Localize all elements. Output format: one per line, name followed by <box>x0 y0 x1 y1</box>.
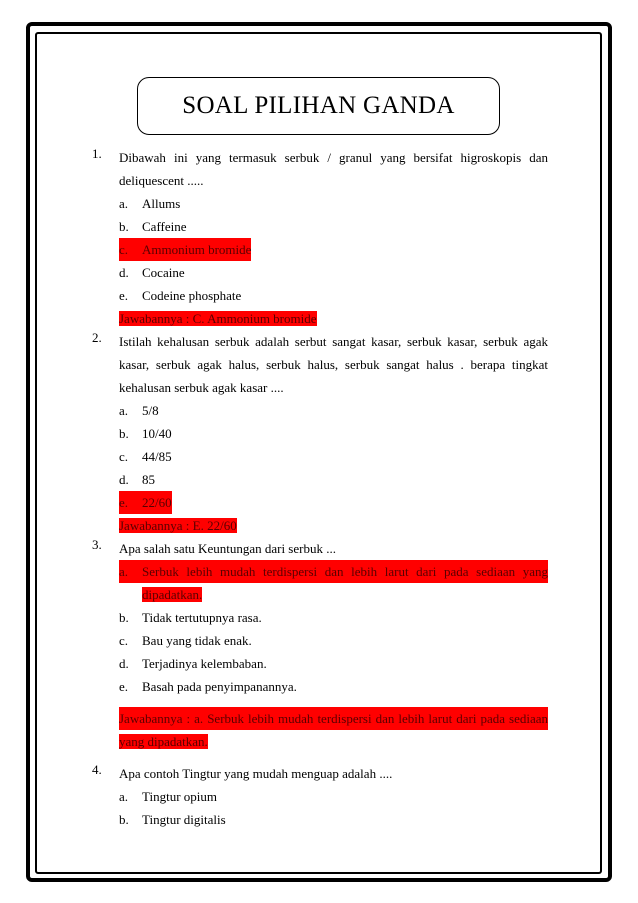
question-text: kehalusan serbuk agak kasar .... <box>119 380 284 395</box>
question-text: kasar, serbuk agak halus, serbuk halus, serbuk sangat halus . berapa tingkat <box>119 357 548 372</box>
spacer <box>92 698 548 707</box>
option-d[interactable]: d. Cocaine <box>119 265 185 280</box>
spacer <box>92 753 548 762</box>
question-2 <box>92 330 548 537</box>
question-list <box>92 146 548 831</box>
option-e[interactable]: e. Basah pada penyimpanannya. <box>119 679 297 694</box>
option-c-correct[interactable]: c. Ammonium bromide <box>119 238 548 261</box>
option-b[interactable]: b. Tingtur digitalis <box>119 812 226 827</box>
option-b[interactable]: b. Caffeine <box>119 219 187 234</box>
question-3 <box>92 537 548 762</box>
option-b[interactable]: b. 10/40 <box>119 426 172 441</box>
question-text: Istilah kehalusan serbuk adalah serbut sangat kasar, serbuk kasar, serbuk agak <box>119 334 548 349</box>
question-number: 2. <box>92 330 102 345</box>
question-number: 4. <box>92 762 102 777</box>
option-c[interactable]: c. Bau yang tidak enak. <box>119 633 252 648</box>
option-a[interactable]: a. 5/8 <box>119 403 159 418</box>
question-number: 1. <box>92 146 102 161</box>
question-number: 3. <box>92 537 102 552</box>
option-a[interactable]: a. Allums <box>119 196 181 211</box>
answer-key: Jawabannya : E. 22/60 <box>119 518 237 533</box>
title-box <box>137 77 500 135</box>
option-e[interactable]: e. Codeine phosphate <box>119 288 242 303</box>
option-d[interactable]: d. 85 <box>119 472 155 487</box>
question-text: Apa salah satu Keuntungan dari serbuk ... <box>119 541 336 556</box>
question-text: Apa contoh Tingtur yang mudah menguap adalah .... <box>119 766 393 781</box>
answer-key: Jawabannya : C. Ammonium bromide <box>119 311 317 326</box>
option-a-correct[interactable]: a. Serbuk lebih mudah terdispersi dan lebih larut dari pada sediaan yang dipadatkan. <box>119 560 548 606</box>
option-c[interactable]: c. 44/85 <box>119 449 172 464</box>
question-text: Dibawah ini yang termasuk serbuk / granul yang bersifat higroskopis dan <box>119 150 548 165</box>
question-1 <box>92 146 548 330</box>
page-title: SOAL PILIHAN GANDA <box>182 92 455 119</box>
option-d[interactable]: d. Terjadinya kelembaban. <box>119 656 267 671</box>
question-4 <box>92 762 548 831</box>
answer-key: Jawabannya : a. Serbuk lebih mudah terdispersi dan lebih larut dari pada sediaan yang dipadatkan. <box>119 707 548 753</box>
option-a[interactable]: a. Tingtur opium <box>119 789 218 804</box>
option-e-correct[interactable]: e. 22/60 <box>119 491 548 514</box>
option-b[interactable]: b. Tidak tertutupnya rasa. <box>119 610 262 625</box>
question-text: deliquescent ..... <box>119 173 204 188</box>
